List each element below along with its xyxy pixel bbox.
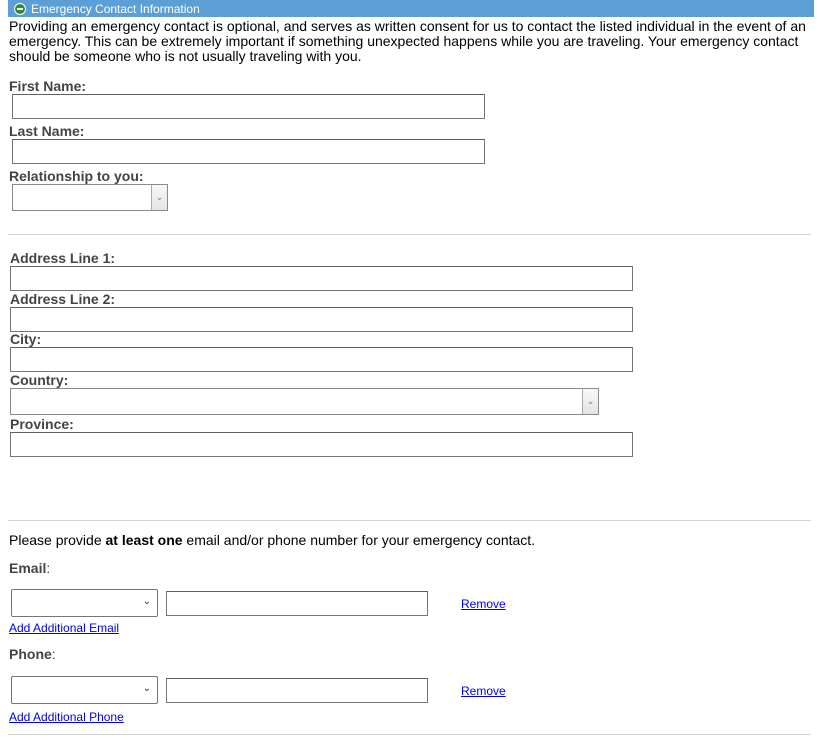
address-line-1-input[interactable] [10, 266, 633, 291]
colon: : [46, 560, 51, 576]
address-line-2-label: Address Line 2: [10, 291, 116, 307]
last-name-input[interactable] [12, 139, 485, 164]
city-label: City: [10, 331, 42, 347]
chevron-down-icon[interactable]: ⌄ [151, 185, 167, 210]
note-text: Please provide [9, 532, 106, 548]
remove-phone-link[interactable]: Remove [461, 684, 506, 698]
divider [8, 234, 811, 235]
first-name-input[interactable] [12, 94, 485, 119]
country-label: Country: [10, 372, 69, 388]
chevron-down-icon[interactable]: ⌄ [582, 389, 598, 414]
collapse-minus-icon[interactable] [14, 3, 26, 15]
province-input[interactable] [10, 432, 633, 457]
last-name-label: Last Name: [9, 123, 85, 139]
divider [8, 734, 811, 735]
address-line-2-input[interactable] [10, 307, 633, 332]
phone-label [9, 646, 56, 662]
note-emphasis: at least one [105, 532, 183, 548]
note-text: email and/or phone number for your emergency contact. [182, 532, 536, 548]
first-name-label: First Name: [9, 78, 87, 94]
email-input[interactable] [166, 591, 428, 616]
section-title: Emergency Contact Information [31, 1, 200, 16]
add-additional-phone-link[interactable]: Add Additional Phone [9, 710, 124, 724]
address-line-1-label: Address Line 1: [10, 250, 116, 266]
divider [8, 520, 811, 521]
province-label: Province: [10, 416, 74, 432]
remove-email-link[interactable]: Remove [461, 597, 506, 611]
colon: : [51, 646, 56, 662]
phone-input[interactable] [166, 678, 428, 703]
city-input[interactable] [10, 347, 633, 372]
phone-label-text: Phone [9, 646, 52, 662]
country-select[interactable] [10, 388, 599, 415]
chevron-down-icon[interactable]: ⌄ [142, 683, 151, 694]
relationship-select[interactable] [12, 184, 168, 211]
chevron-down-icon[interactable]: ⌄ [142, 596, 151, 607]
email-type-select[interactable] [11, 589, 158, 617]
contact-note [9, 532, 535, 548]
relationship-label: Relationship to you: [9, 168, 144, 184]
intro-text: Providing an emergency contact is optional, and serves as written consent for us to contact the listed individual in the event of an emergency. This can be extremely important if something unexpected happens while you are traveling. Your emergency contact should be someone who is not usually traveling with you. [9, 18, 806, 64]
email-label-text: Email [9, 560, 47, 576]
section-header[interactable] [8, 0, 814, 17]
email-label [9, 560, 50, 576]
phone-type-select[interactable] [11, 676, 158, 704]
add-additional-email-link[interactable]: Add Additional Email [9, 621, 120, 635]
